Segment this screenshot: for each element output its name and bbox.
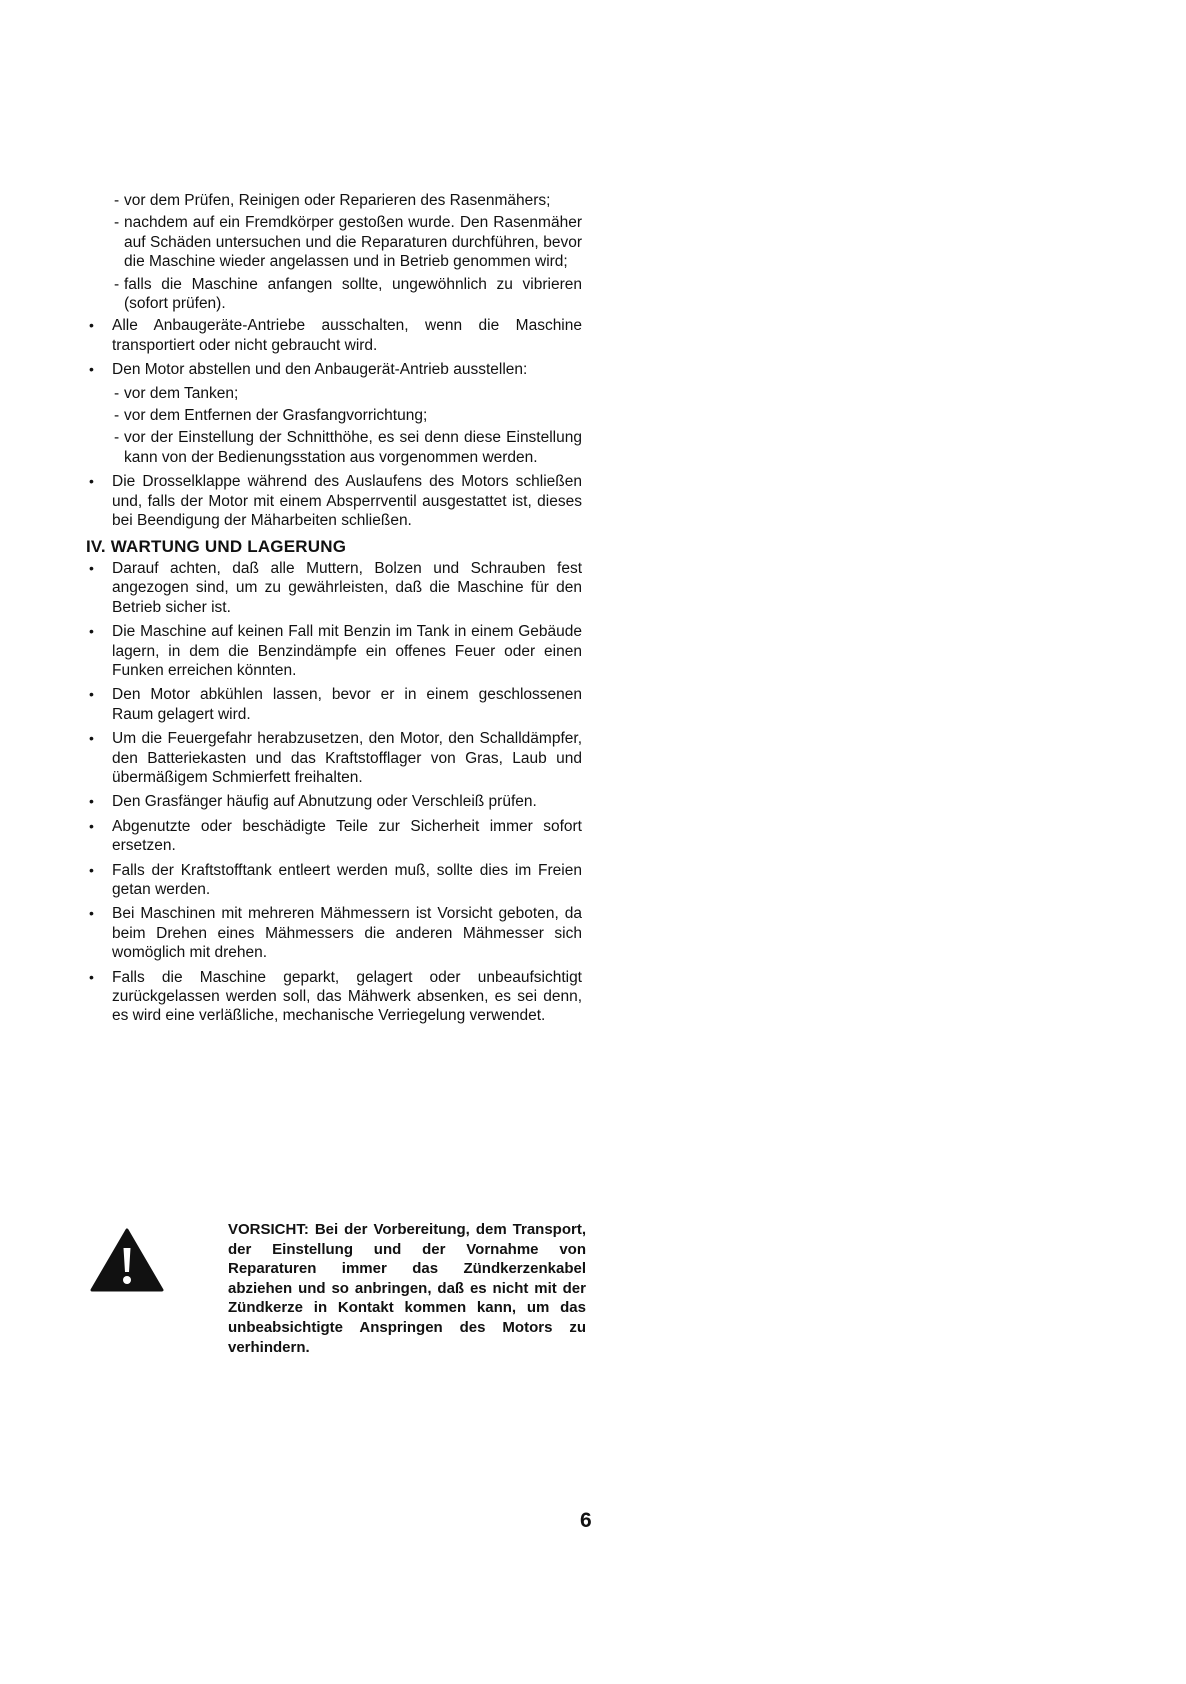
list-item: • Abgenutzte oder beschädigte Teile zur Sicherheit immer sofort ersetzen. [86, 817, 582, 856]
list-item: - vor dem Entfernen der Grasfangvorrichtung; [86, 406, 582, 425]
list-item: • Falls der Kraftstofftank entleert werden muß, sollte dies im Freien getan werden. [86, 861, 582, 900]
list-item: • Den Motor abkühlen lassen, bevor er in einem geschlossenen Raum gelagert wird. [86, 685, 582, 724]
bullet-list-operation [86, 316, 582, 530]
list-item: • Bei Maschinen mit mehreren Mähmessern ist Vorsicht geboten, da beim Drehen eines Mähmessers die anderen Mähmesser sich womöglich mit drehen. [86, 904, 582, 962]
top-dash-list [86, 191, 582, 313]
list-item [86, 472, 582, 530]
bullet-text: Den Motor abstellen und den Anbaugerät-Antrieb ausstellen: [112, 361, 528, 379]
list-item: - falls die Maschine anfangen sollte, ungewöhnlich zu vibrieren (sofort prüfen). [86, 275, 582, 314]
warning-text: VORSICHT: Bei der Vorbereitung, dem Transport, der Einstellung und der Vornahme von Reparaturen immer das Zündkerzenkabel abziehen und so anbringen, daß es nicht mit der Zündkerze in Kontakt kommen kann, um das unbeabsichtigte Anspringen des Motors zu verhindern. [228, 1221, 586, 1356]
main-text-column [86, 191, 582, 1031]
list-item: • Die Maschine auf keinen Fall mit Benzin im Tank in einem Gebäude lagern, in dem die Benzindämpfe ein offenes Feuer oder einen Funken erreichen könnten. [86, 622, 582, 680]
engine-stop-sublist [86, 384, 582, 468]
warning-triangle-icon [90, 1228, 164, 1292]
list-item [86, 316, 582, 355]
list-item: - vor der Einstellung der Schnitthöhe, es sei denn diese Einstellung kann von der Bedienungsstation aus vorgenommen werden. [86, 428, 582, 467]
list-item: - vor dem Tanken; [86, 384, 582, 403]
list-item: - nachdem auf ein Fremdkörper gestoßen wurde. Den Rasenmäher auf Schäden untersuchen und die Reparaturen durchführen, bevor die Maschine wieder angelassen und in Betrieb genommen wird; [86, 213, 582, 271]
page-number: 6 [580, 1509, 592, 1532]
list-item: • Falls die Maschine geparkt, gelagert oder unbeaufsichtigt zurückgelassen werden soll, das Mähwerk absenken, es sei denn, es wird eine verläßliche, mechanische Verriegelung verwendet. [86, 968, 582, 1026]
warning-box [86, 1220, 586, 1357]
list-item: - vor dem Prüfen, Reinigen oder Reparieren des Rasenmähers; [86, 191, 582, 210]
list-item: • Den Grasfänger häufig auf Abnutzung oder Verschleiß prüfen. [86, 792, 582, 811]
list-item: • Darauf achten, daß alle Muttern, Bolzen und Schrauben fest angezogen sind, um zu gewährleisten, daß die Maschine für den Betrieb sicher ist. [86, 559, 582, 617]
bullet-text: Alle Anbaugeräte-Antriebe ausschalten, wenn die Maschine transportiert oder nicht gebraucht wird. [112, 317, 582, 354]
list-item: • Um die Feuergefahr herabzusetzen, den Motor, den Schalldämpfer, den Batteriekasten und das Kraftstofflager von Gras, Laub und übermäßigem Schmierfett freihalten. [86, 729, 582, 787]
bullet-text: Die Drosselklappe während des Auslaufens des Motors schließen und, falls der Motor mit einem Absperrventil ausgestattet ist, dieses bei Beendigung der Mäharbeiten schließen. [112, 473, 582, 530]
section-heading: IV. WARTUNG UND LAGERUNG [86, 536, 347, 556]
list-item [86, 360, 582, 467]
bullet-list-maintenance [86, 559, 582, 1026]
